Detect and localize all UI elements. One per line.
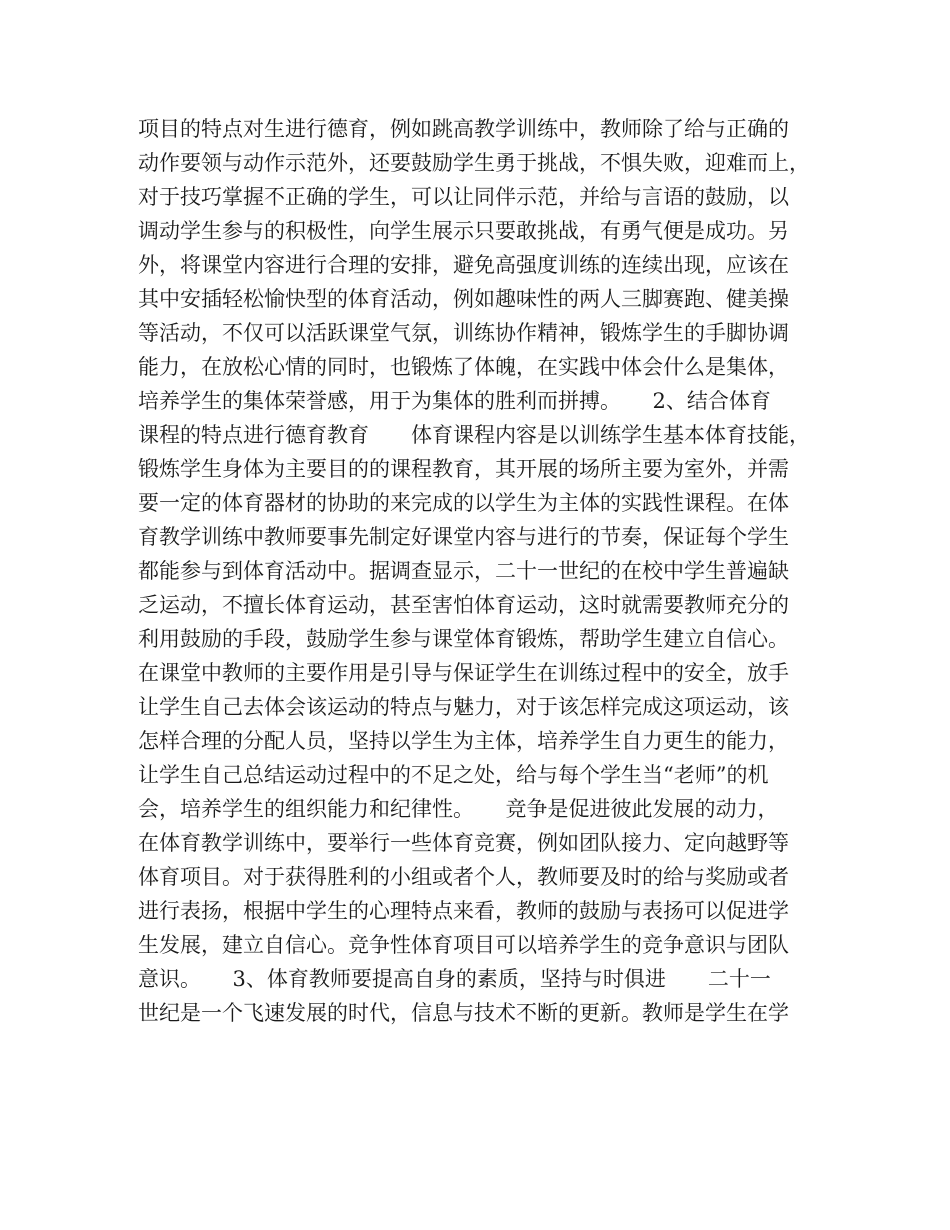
text-line: 课程的特点进行德育教育 体育课程内容是以训练学生基本体育技能， bbox=[138, 423, 810, 447]
text-line: 意识。 3、体育教师要提高自身的素质，坚持与时俱进 二十一 bbox=[138, 967, 771, 991]
text-line: 动作要领与动作示范外，还要鼓励学生勇于挑战，不惧失败，迎难而上， bbox=[138, 151, 810, 175]
text-line: 都能参与到体育活动中。据调查显示，二十一世纪的在校中学生普遍缺 bbox=[138, 559, 789, 583]
text-line: 体育项目。对于获得胜利的小组或者个人，教师要及时的给与奖励或者 bbox=[138, 865, 789, 889]
text-line: 让学生自己去体会该运动的特点与魅力，对于该怎样完成这项运动，该 bbox=[138, 695, 789, 719]
text-line: 等活动，不仅可以活跃课堂气氛，训练协作精神，锻炼学生的手脚协调 bbox=[138, 321, 789, 345]
text-line: 在体育教学训练中，要举行一些体育竞赛，例如团队接力、定向越野等 bbox=[138, 831, 789, 855]
text-line: 对于技巧掌握不正确的学生，可以让同伴示范，并给与言语的鼓励，以 bbox=[138, 185, 789, 209]
text-line: 外，将课堂内容进行合理的安排，避免高强度训练的连续出现，应该在 bbox=[138, 253, 789, 277]
text-line: 要一定的体育器材的协助的来完成的以学生为主体的实践性课程。在体 bbox=[138, 491, 789, 515]
text-line: 进行表扬，根据中学生的心理特点来看，教师的鼓励与表扬可以促进学 bbox=[138, 899, 789, 923]
text-line: 让学生自己总结运动过程中的不足之处，给与每个学生当“老师”的机 bbox=[138, 763, 769, 787]
text-line: 乏运动，不擅长体育运动，甚至害怕体育运动，这时就需要教师充分的 bbox=[138, 593, 789, 617]
text-line: 能力，在放松心情的同时，也锻炼了体魄，在实践中体会什么是集体， bbox=[138, 355, 789, 379]
body-text bbox=[138, 112, 828, 1030]
text-line: 生发展，建立自信心。竞争性体育项目可以培养学生的竞争意识与团队 bbox=[138, 933, 789, 957]
text-line: 调动学生参与的积极性，向学生展示只要敢挑战，有勇气便是成功。另 bbox=[138, 219, 789, 243]
text-line: 世纪是一个飞速发展的时代，信息与技术不断的更新。教师是学生在学 bbox=[138, 1001, 789, 1025]
text-line: 会，培养学生的组织能力和纪律性。 竞争是促进彼此发展的动力， bbox=[138, 797, 779, 821]
text-line: 培养学生的集体荣誉感，用于为集体的胜利而拼搏。 2、结合体育 bbox=[138, 389, 771, 413]
text-line: 在课堂中教师的主要作用是引导与保证学生在训练过程中的安全，放手 bbox=[138, 661, 789, 685]
text-line: 育教学训练中教师要事先制定好课堂内容与进行的节奏，保证每个学生 bbox=[138, 525, 789, 549]
text-line: 锻炼学生身体为主要目的的课程教育，其开展的场所主要为室外，并需 bbox=[138, 457, 789, 481]
text-line: 其中安插轻松愉快型的体育活动，例如趣味性的两人三脚赛跑、健美操 bbox=[138, 287, 789, 311]
text-line: 怎样合理的分配人员，坚持以学生为主体，培养学生自力更生的能力， bbox=[138, 729, 789, 753]
text-line: 项目的特点对生进行德育，例如跳高教学训练中，教师除了给与正确的 bbox=[138, 117, 789, 141]
text-line: 利用鼓励的手段，鼓励学生参与课堂体育锻炼，帮助学生建立自信心。 bbox=[138, 627, 789, 651]
